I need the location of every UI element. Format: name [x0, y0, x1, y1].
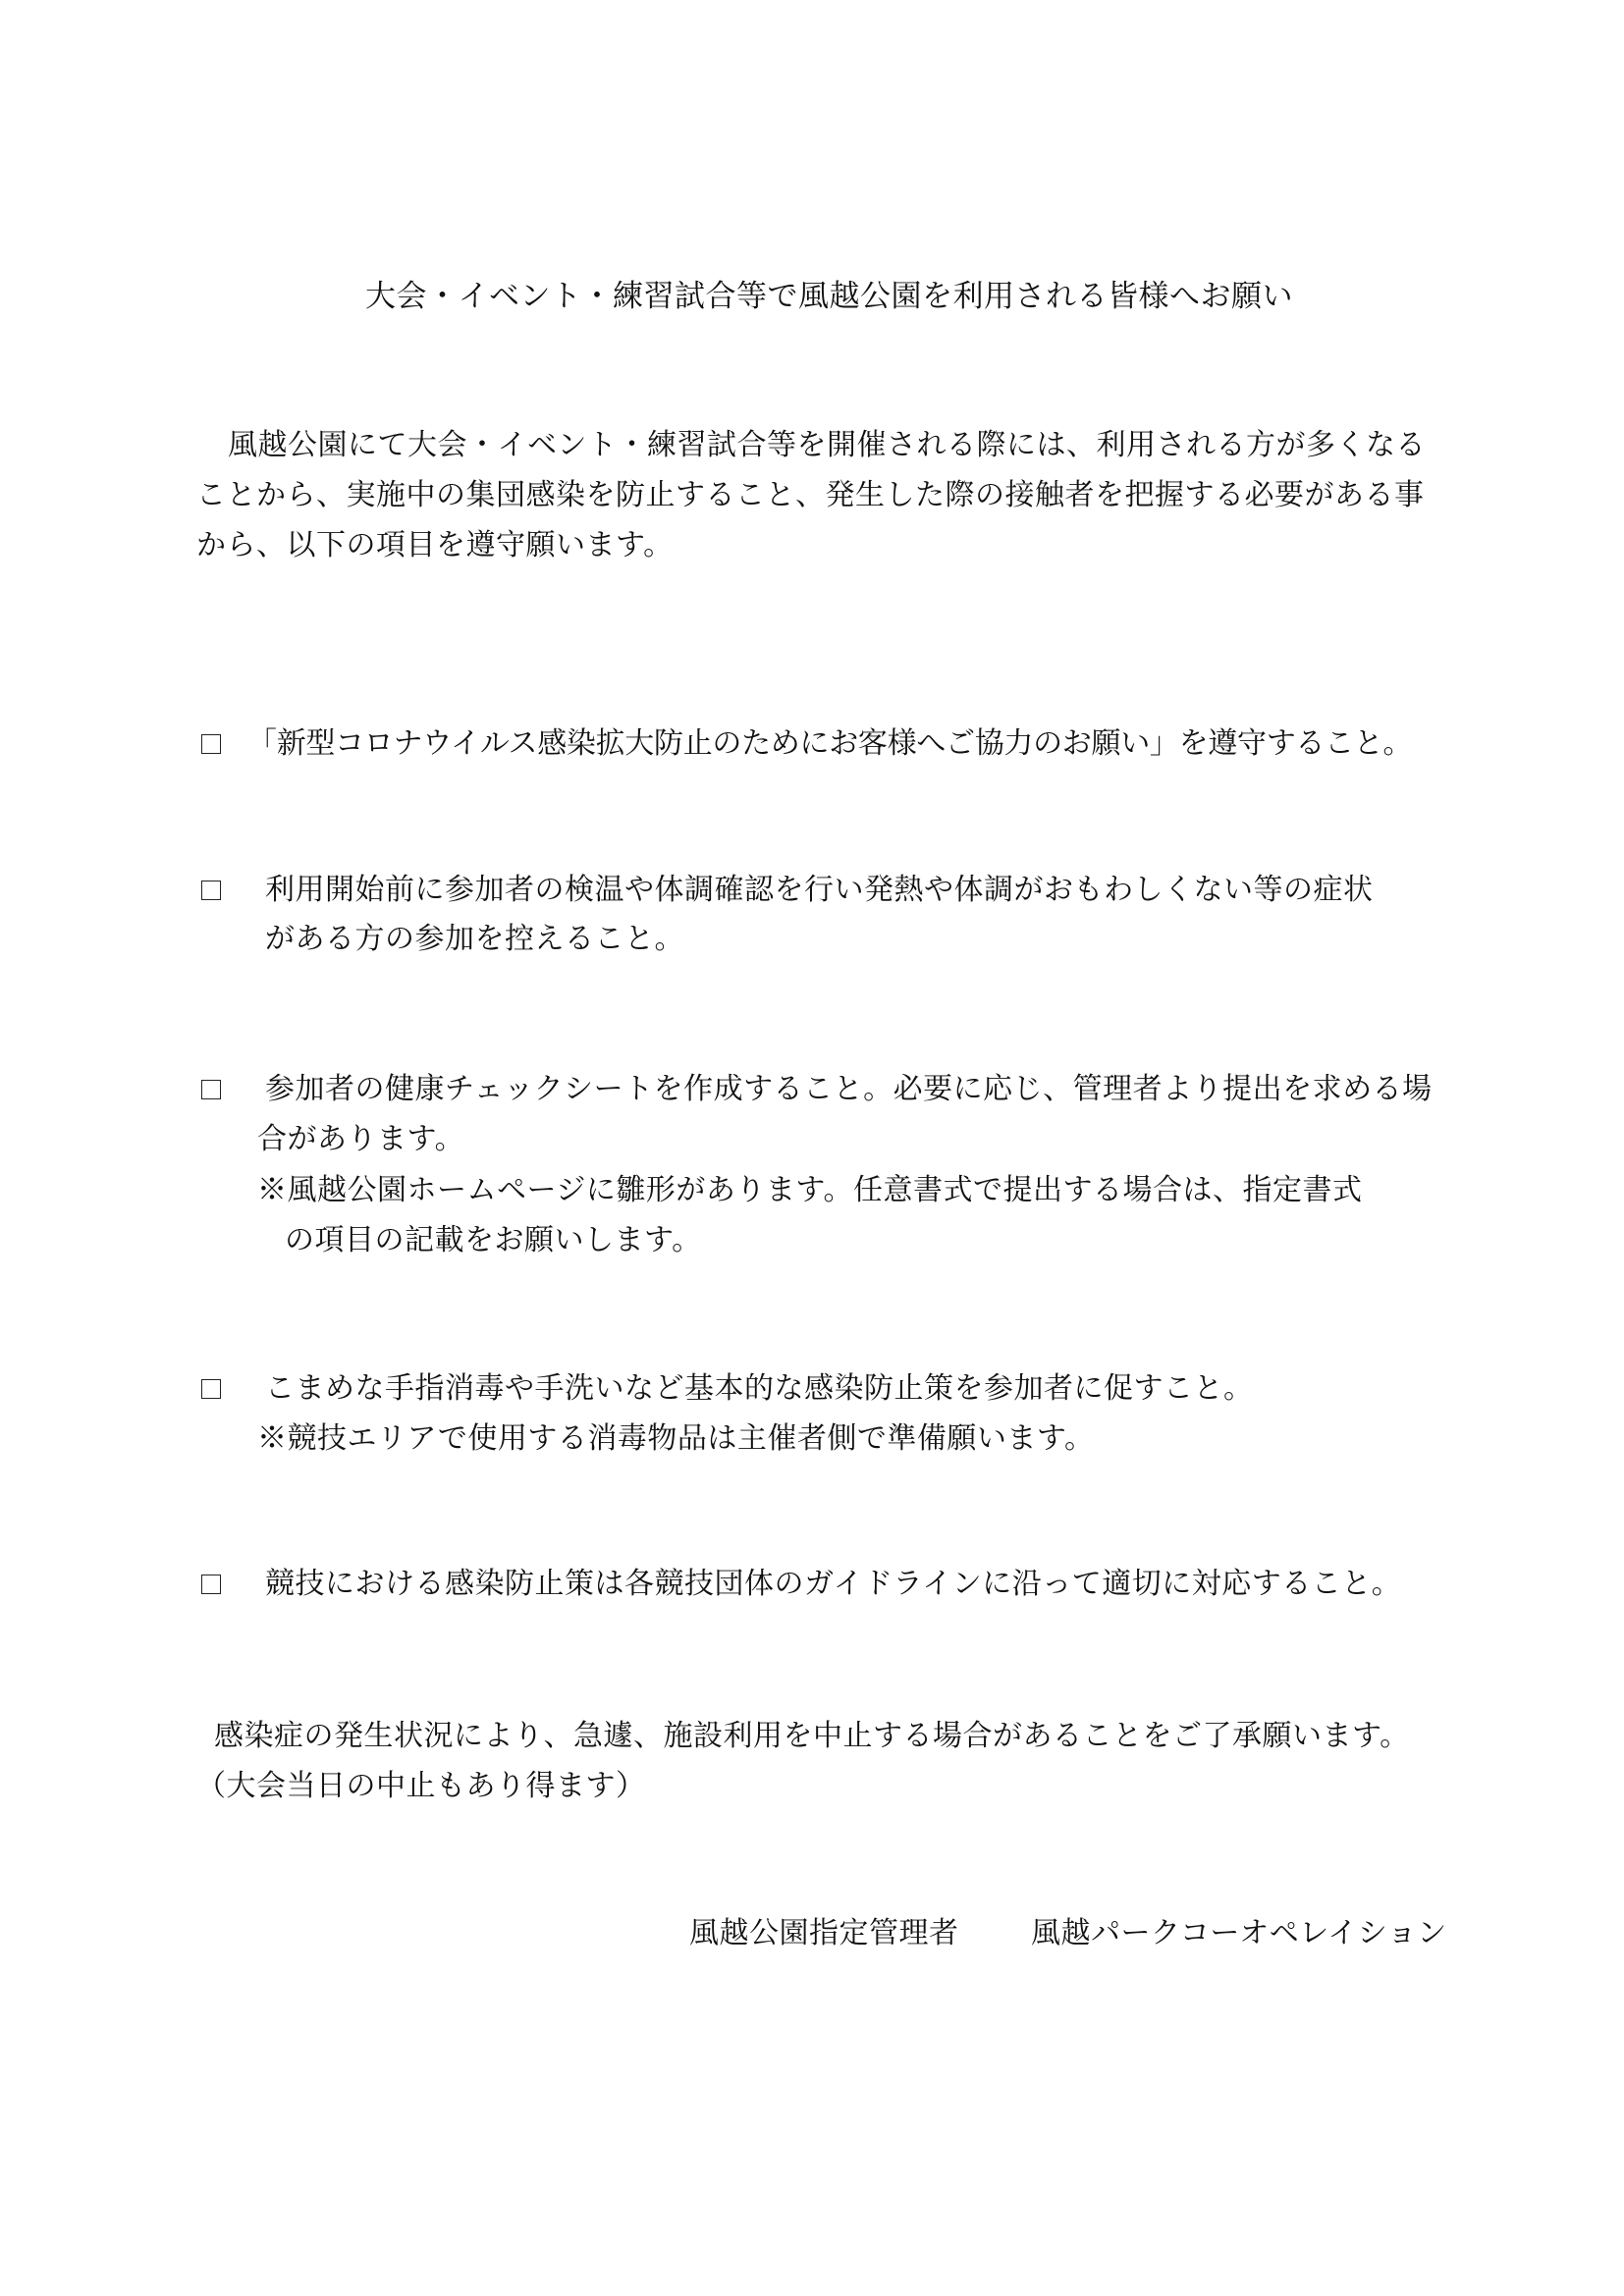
- signature-role: 風越公園指定管理者: [689, 1916, 959, 1950]
- item-text: がある方の参加を控えること。: [265, 922, 684, 956]
- page-title: 大会・イベント・練習試合等で風越公園を利用される皆様へお願い: [365, 279, 1293, 314]
- item-text: 「新型コロナウイルス感染拡大防止のためにお客様へご協力のお願い」を遵守すること。: [247, 726, 1413, 761]
- checkbox-item-5[interactable]: [201, 1575, 221, 1594]
- checkbox-item-2[interactable]: [201, 881, 221, 900]
- intro-line: ことから、実施中の集団感染を防止すること、発生した際の接触者を把握する必要がある事: [196, 478, 1425, 512]
- closing-line: 感染症の発生状況により、急遽、施設利用を中止する場合があることをご了承願います。: [214, 1719, 1410, 1753]
- item-text: 競技における感染防止策は各競技団体のガイドラインに沿って適切に対応すること。: [265, 1567, 1402, 1601]
- intro-line: から、以下の項目を遵守願います。: [196, 528, 674, 562]
- checkbox-item-1[interactable]: [201, 734, 221, 754]
- signature-organization: 風越パークコーオペレイション: [1031, 1916, 1447, 1950]
- item-text: こまめな手指消毒や手洗いなど基本的な感染防止策を参加者に促すこと。: [265, 1371, 1254, 1406]
- checkbox-item-3[interactable]: [201, 1080, 221, 1099]
- intro-line: 風越公園にて大会・イベント・練習試合等を開催される際には、利用される方が多くなる: [228, 428, 1426, 462]
- item-text: 利用開始前に参加者の検温や体調確認を行い発熱や体調がおもわしくない等の症状: [265, 873, 1374, 907]
- checkbox-item-4[interactable]: [201, 1379, 221, 1399]
- closing-line: （大会当日の中止もあり得ます）: [196, 1769, 646, 1803]
- item-note: ※風越公園ホームページに雛形があります。任意書式で提出する場合は、指定書式: [257, 1173, 1363, 1207]
- item-text: 合があります。: [257, 1122, 465, 1156]
- item-note: の項目の記載をお願いします。: [285, 1223, 702, 1257]
- item-text: 参加者の健康チェックシートを作成すること。必要に応じ、管理者より提出を求める場: [265, 1072, 1433, 1106]
- item-note: ※競技エリアで使用する消毒物品は主催者側で準備願います。: [257, 1421, 1095, 1456]
